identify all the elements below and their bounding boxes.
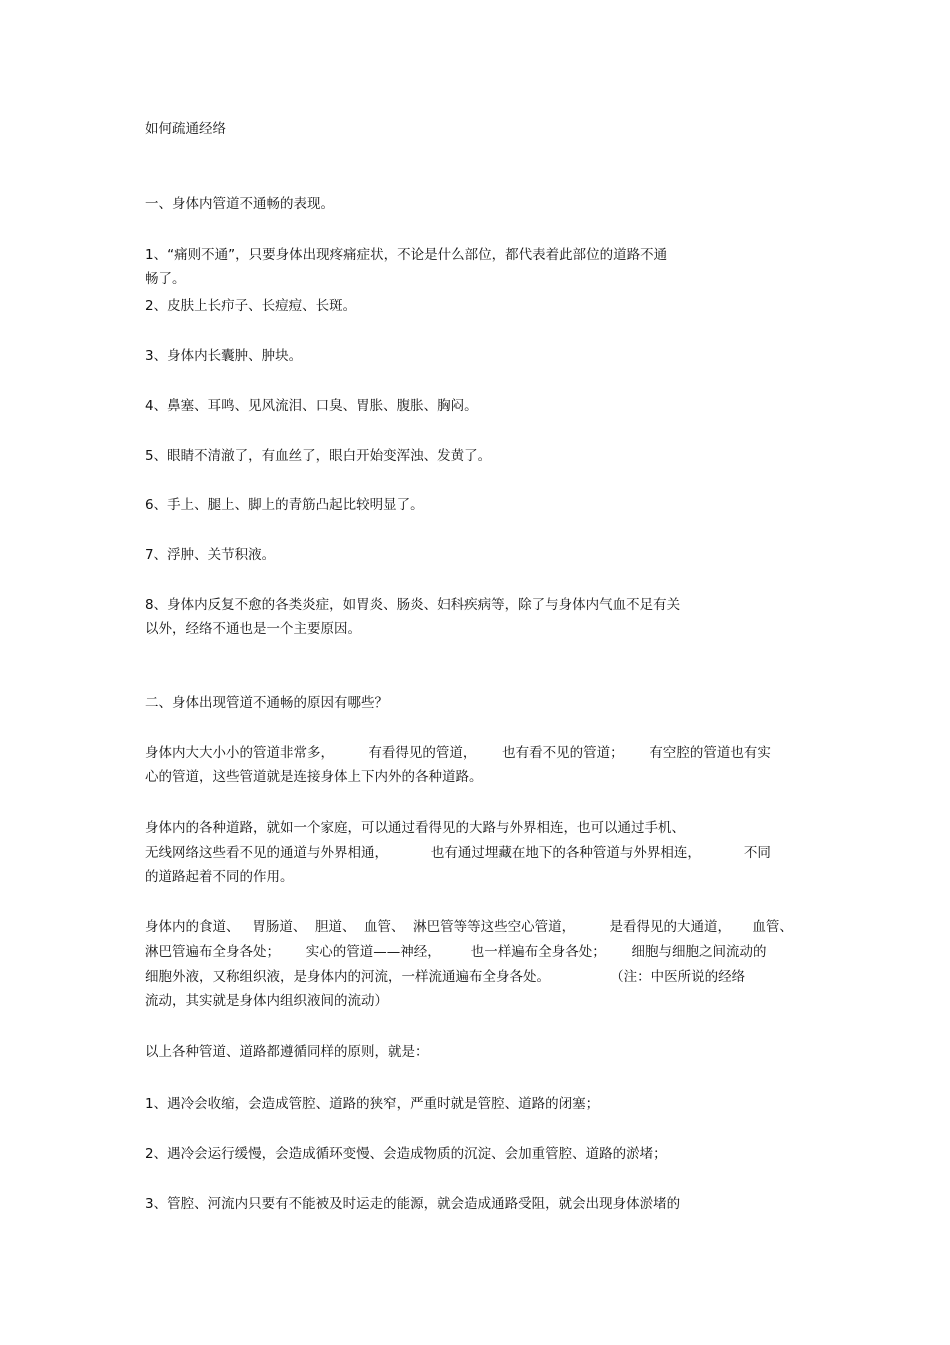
section-1-heading: 一、身体内管道不通畅的表现。	[145, 196, 334, 212]
symptom-item-1-line-2: 畅了。	[145, 271, 186, 287]
paragraph-2-line-1: 身体内的各种道路，就如一个家庭，可以通过看得见的大路与外界相连，也可以通过手机、	[145, 820, 685, 836]
symptom-item-5: 5、眼睛不清澈了，有血丝了，眼白开始变浑浊、发黄了。	[145, 448, 492, 464]
symptom-item-7: 7、浮肿、关节积液。	[145, 547, 276, 563]
rule-item-3: 3、管腔、河流内只要有不能被及时运走的能源，就会造成通路受阻，就会出现身体淤堵的	[145, 1196, 681, 1212]
paragraph-4: 以上各种管道、道路都遵循同样的原则，就是：	[145, 1044, 429, 1060]
rule-item-2: 2、遇冷会运行缓慢，会造成循环变慢、会造成物质的沉淀、会加重管腔、道路的淤堵；	[145, 1146, 667, 1162]
paragraph-3-line-4: 流动，其实就是身体内组织液间的流动）	[145, 993, 388, 1009]
paragraph-1-line-1: 身体内大大小小的管道非常多， 有看得见的管道， 也有看不见的管道； 有空腔的管道也有实	[145, 745, 771, 761]
paragraph-2-line-2: 无线网络这些看不见的通道与外界相通， 也有通过埋藏在地下的各种管道与外界相连， 不同	[145, 845, 771, 861]
paragraph-1-line-2: 心的管道，这些管道就是连接身体上下内外的各种道路。	[145, 769, 483, 785]
symptom-item-8-line-2: 以外，经络不通也是一个主要原因。	[145, 621, 361, 637]
symptom-item-2: 2、皮肤上长疖子、长痘痘、长斑。	[145, 298, 357, 314]
document-title: 如何疏通经络	[145, 121, 226, 137]
symptom-item-1-line-1: 1、“痛则不通”，只要身体出现疼痛症状，不论是什么部位，都代表着此部位的道路不通	[145, 247, 668, 263]
paragraph-3-line-2: 淋巴管遍布全身各处； 实心的管道——神经， 也一样遍布全身各处； 细胞与细胞之间流动的	[145, 944, 767, 960]
symptom-item-8-line-1: 8、身体内反复不愈的各类炎症，如胃炎、肠炎、妇科疾病等，除了与身体内气血不足有关	[145, 597, 681, 613]
rule-item-1: 1、遇冷会收缩，会造成管腔、道路的狭窄，严重时就是管腔、道路的闭塞；	[145, 1096, 600, 1112]
symptom-item-3: 3、身体内长囊肿、肿块。	[145, 348, 303, 364]
paragraph-3-line-3: 细胞外液，又称组织液，是身体内的河流，一样流通遍布全身各处。 （注：中医所说的经络	[145, 969, 746, 985]
section-2-heading: 二、身体出现管道不通畅的原因有哪些？	[145, 695, 388, 711]
symptom-item-4: 4、鼻塞、耳鸣、见风流泪、口臭、胃胀、腹胀、胸闷。	[145, 398, 478, 414]
symptom-item-6: 6、手上、腿上、脚上的青筋凸起比较明显了。	[145, 497, 424, 513]
paragraph-3-line-1: 身体内的食道、 胃肠道、 胆道、 血管、 淋巴管等等这些空心管道， 是看得见的大通道， 血管、	[145, 919, 793, 935]
paragraph-2-line-3: 的道路起着不同的作用。	[145, 869, 294, 885]
